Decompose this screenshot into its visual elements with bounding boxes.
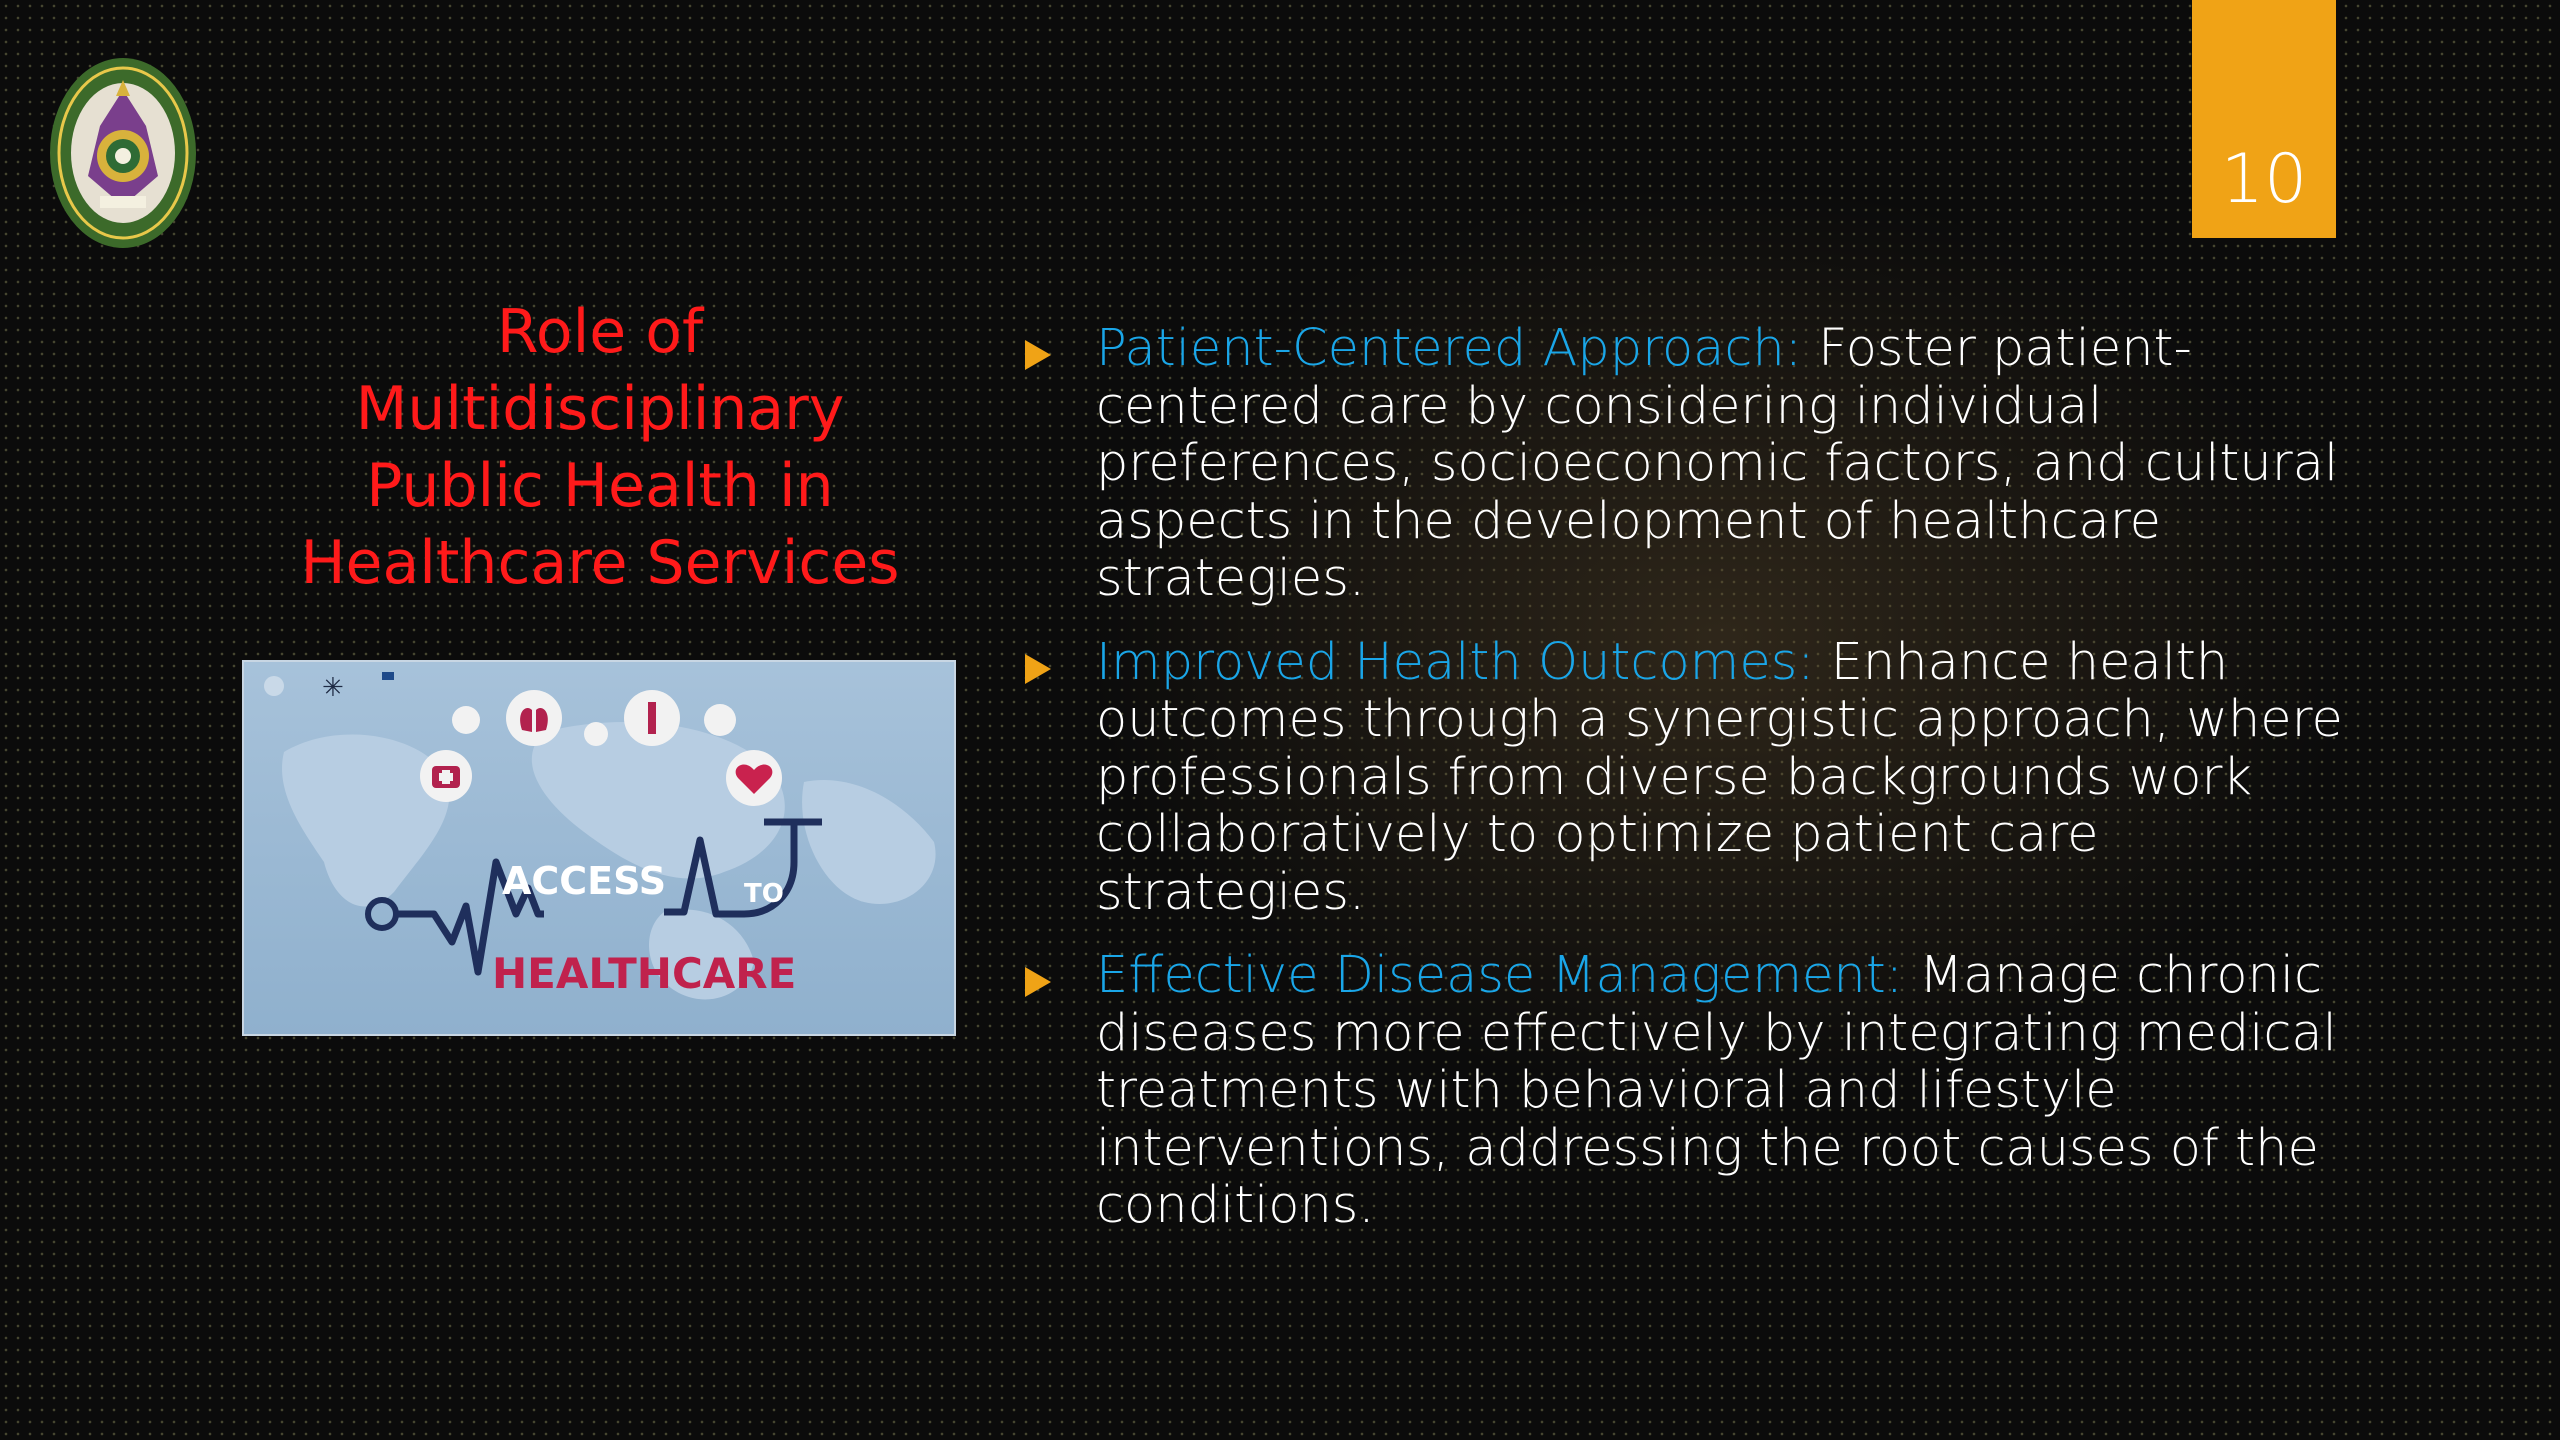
illustration-text-access: ACCESS (502, 859, 667, 903)
title-line: Role of (496, 297, 704, 367)
triangle-bullet-icon (1025, 340, 1051, 370)
lungs-icon (506, 690, 562, 746)
title-line: Public Health in (366, 451, 834, 521)
page-number-badge (2192, 0, 2336, 238)
access-to-healthcare-image (242, 660, 956, 1036)
triangle-bullet-icon (1025, 654, 1051, 684)
healthcare-illustration (244, 662, 956, 1036)
page-number: 10 (2220, 140, 2308, 219)
title-line: Healthcare Services (300, 528, 900, 598)
bullet-text: Enhance health outcomes through a synergistic approach, where professionals from diverse backgrounds work collaboratively to optimize patient care strategies. (1096, 632, 2343, 922)
bullet-text: Manage chronic diseases more effectively by integrating medical treatments with behavioral and lifestyle interventions, addressing the root causes of the conditions. (1096, 946, 2337, 1235)
illustration-text-to: TO (744, 879, 784, 909)
pill-icon (584, 722, 608, 746)
illustration-text-healthcare: HEALTHCARE (492, 949, 797, 998)
triangle-bullet-icon (1025, 967, 1051, 997)
bullet-list (1020, 320, 2360, 1261)
snowflake-icon: ✳ (322, 673, 344, 703)
bullet-item (1020, 320, 2360, 608)
title-line: Multidisciplinary (355, 374, 845, 444)
slide-title (250, 294, 950, 602)
university-seal-icon (48, 56, 198, 250)
bullet-item (1020, 634, 2360, 922)
bullet-text: Foster patient-centered care by considering individual preferences, socioeconomic factors, and cultural aspects in the development of healthcare strategies. (1096, 319, 2339, 608)
university-seal-logo (48, 56, 198, 250)
bullet-term: Improved Health Outcomes: (1096, 632, 1815, 692)
medicine-icon (704, 704, 736, 736)
bullet-item (1020, 947, 2360, 1235)
bullet-term: Patient-Centered Approach: (1096, 319, 1802, 378)
bullet-term: Effective Disease Management: (1096, 946, 1903, 1005)
flag-icon (382, 672, 394, 680)
globe-icon (264, 676, 284, 696)
bottle-icon (452, 706, 480, 734)
